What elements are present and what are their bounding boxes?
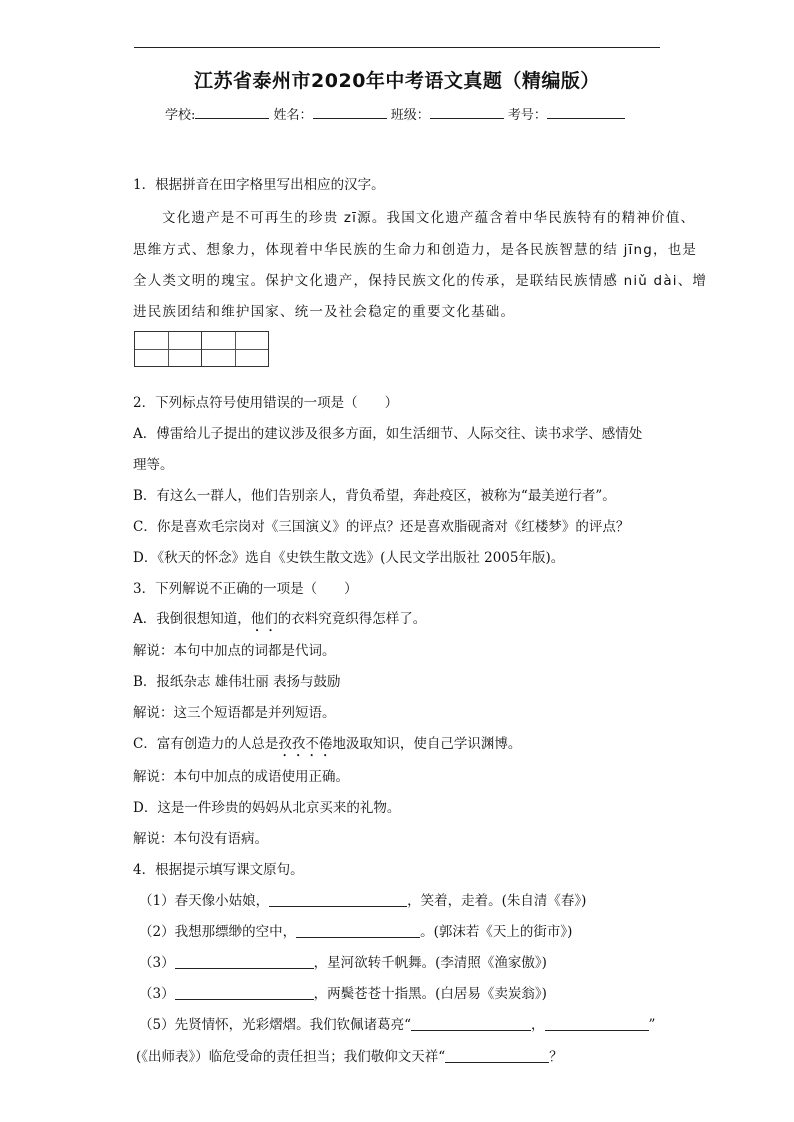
page-title: 江苏省泰州市2020年中考语文真题（精编版） [194, 70, 600, 92]
q3-a-post: 的衣料究竟织得怎样了。 [277, 611, 427, 627]
q3-d-explanation: 解说：本句没有语病。 [133, 831, 268, 847]
q3-c-explanation: 解说：本句中加点的成语使用正确。 [133, 769, 349, 785]
q3-b-explanation: 解说：这三个短语都是并列短语。 [133, 705, 336, 721]
q1-prompt: 1．根据拼音在田字格里写出相应的汉字。 [133, 177, 385, 193]
q1-passage-line-1: 文化遗产是不可再生的珍贵 zī源。我国文化遗产蕴含着中华民族特有的精神价值、 [162, 210, 696, 226]
q4-prompt: 4．根据提示填写课文原句。 [133, 862, 304, 878]
q4-item-5-cont [136, 1045, 563, 1065]
q4-3-pre: （3） [139, 955, 175, 971]
q4-6-pre: (《出师表》）临危受命的责任担当；我们敬仰文天祥“ [136, 1049, 446, 1065]
q3-c-post: 地汲取知识，使自己学识渊博。 [332, 736, 522, 752]
q3-prompt: 3．下列解说不正确的一项是（ ） [133, 581, 358, 597]
class-label: 班级： [390, 108, 430, 123]
q4-1-blank[interactable] [269, 892, 407, 907]
student-info-row [165, 104, 625, 123]
q4-3-post: ，星河欲转千帆舞。(李清照《渔家傲》) [313, 955, 547, 971]
class-field[interactable] [430, 106, 504, 119]
q1-passage-line-4: 进民族团结和维护国家、统一及社会稳定的重要文化基础。 [133, 304, 516, 320]
q4-6-blank[interactable] [445, 1048, 549, 1063]
q4-item-1 [139, 889, 586, 909]
q4-6-post: ？ [549, 1049, 563, 1065]
school-label: 学校: [165, 108, 196, 123]
q4-item-5 [139, 1013, 655, 1033]
q2-option-c: C．你是喜欢毛宗岗对《三国演义》的评点？还是喜欢脂砚斋对《红楼梦》的评点？ [133, 519, 630, 535]
q2-option-d: D．《秋天的怀念》选自《史铁生散文选》(人民文学出版社 2005年版)。 [133, 550, 565, 566]
q2-option-a: A．傅雷给儿子提出的建议涉及很多方面，如生活细节、人际交往、读书求学、感情处 [133, 426, 643, 442]
name-label: 姓名： [273, 108, 313, 123]
q4-item-3 [139, 951, 547, 971]
number-label: 考号： [507, 108, 547, 123]
q1-passage-line-2: 思维方式、想象力，体现着中华民族的生命力和创造力，是各民族智慧的结 jīng，也是 [133, 242, 698, 258]
q4-5-pre: （5）先贤情怀，光彩熠熠。我们钦佩诸葛亮“ [139, 1017, 411, 1033]
q4-5-blank-2[interactable] [545, 1016, 649, 1031]
q4-1-pre: （1）春天像小姑娘， [139, 893, 270, 909]
q3-option-b: B．报纸杂志 雄伟壮丽 表扬与鼓励 [133, 674, 341, 690]
q4-5-blank-1[interactable] [411, 1016, 531, 1031]
q3-a-dotted-word: 他们 [250, 611, 278, 627]
q3-c-dotted-idiom: 孜孜不倦 [278, 736, 333, 752]
tianzige-box[interactable] [201, 331, 269, 367]
q4-4-post: ，两鬓苍苍十指黑。(白居易《卖炭翁》) [313, 986, 547, 1002]
q4-5-post: ” [648, 1017, 656, 1033]
name-field[interactable] [313, 106, 387, 119]
number-field[interactable] [547, 106, 625, 119]
school-field[interactable] [195, 106, 269, 119]
q2-option-a-cont: 理等。 [133, 457, 174, 473]
top-rule [134, 47, 660, 48]
q3-a-explanation: 解说：本句中加点的词都是代词。 [133, 643, 336, 659]
q1-passage-line-3: 全人类文明的瑰宝。保护文化遗产，保持民族文化的传承，是联结民族情感 niǔ dài、增 [133, 273, 708, 289]
tianzige-box[interactable] [134, 331, 202, 367]
q4-item-4 [139, 982, 547, 1002]
q4-item-2 [139, 920, 572, 940]
q3-c-pre: C．富有创造力的人总是 [133, 736, 279, 752]
q3-option-d: D．这是一件珍贵的妈妈从北京买来的礼物。 [133, 800, 401, 816]
q3-option-c [133, 732, 521, 760]
q2-prompt: 2．下列标点符号使用错误的一项是（ ） [133, 395, 399, 411]
q4-4-blank[interactable] [175, 985, 314, 1000]
q3-option-a [133, 607, 426, 635]
q4-2-post: 。(郭沫若《天上的街市》) [420, 924, 573, 940]
q4-4-pre: （3） [139, 986, 175, 1002]
q4-3-blank[interactable] [175, 954, 314, 969]
q4-5-comma: ， [531, 1017, 545, 1033]
tianzige-grid [134, 331, 268, 367]
q4-1-post: ，笑着，走着。(朱自清《春》) [407, 893, 587, 909]
q4-2-pre: （2）我想那缥缈的空中， [139, 924, 297, 940]
q2-option-b: B．有这么一群人，他们告别亲人，背负希望，奔赴疫区，被称为“最美逆行者”。 [133, 488, 616, 504]
q3-a-pre: A．我倒很想知道， [133, 611, 251, 627]
q4-2-blank[interactable] [296, 923, 420, 938]
